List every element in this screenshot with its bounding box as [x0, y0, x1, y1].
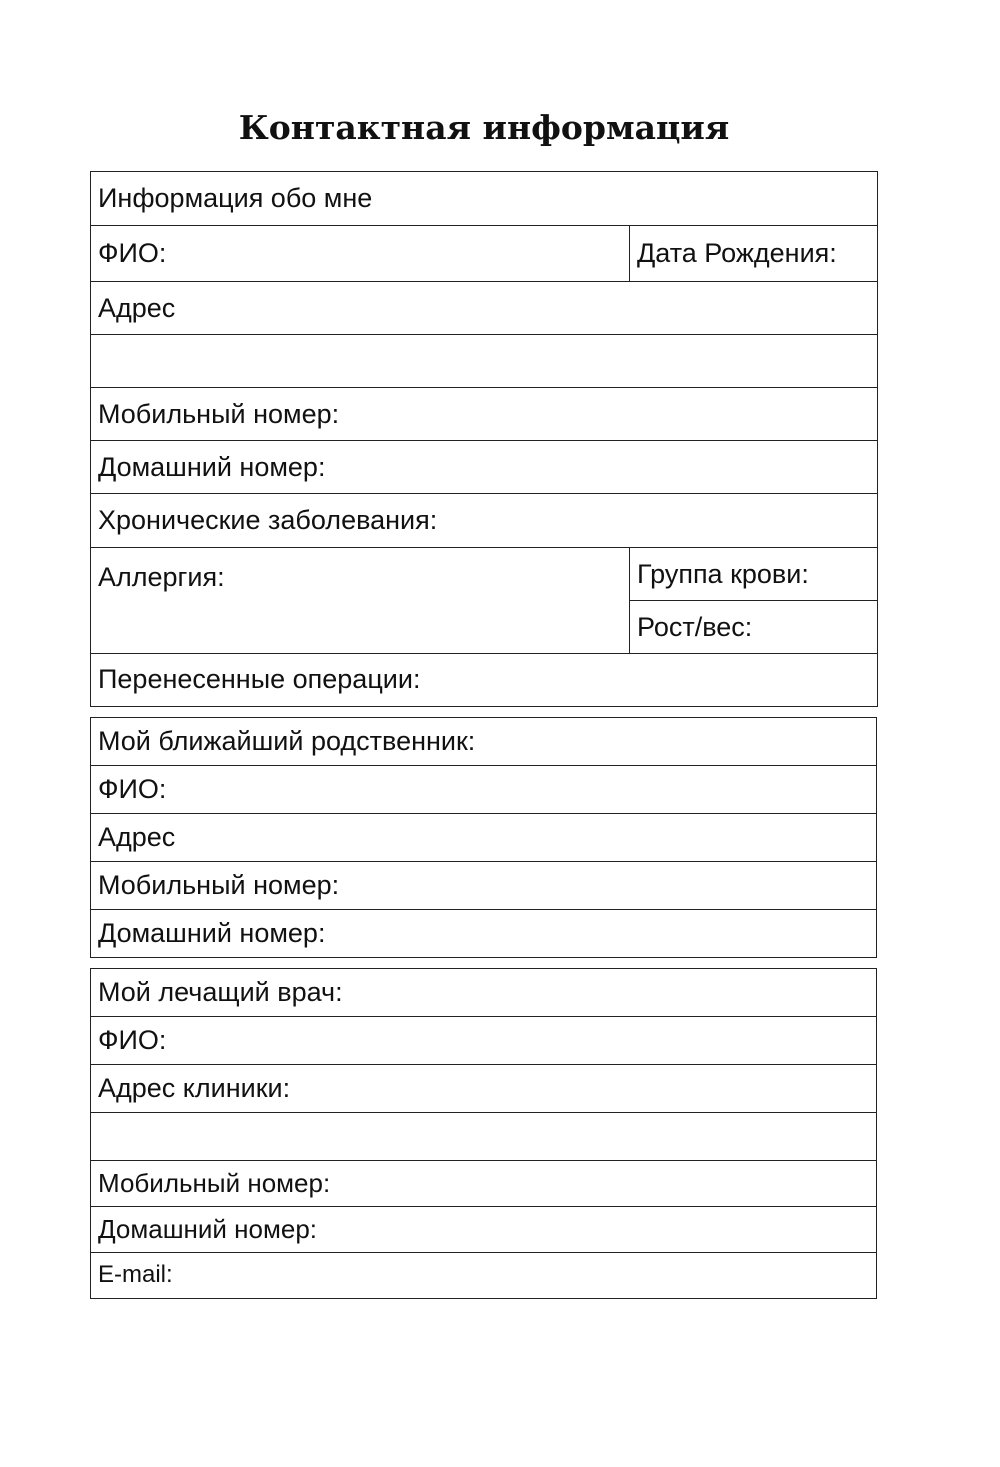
relative-mobile-row [91, 862, 876, 910]
allergy-field[interactable]: Аллергия: [98, 562, 225, 592]
doctor-home-field[interactable]: Домашний номер: [98, 1214, 318, 1244]
fio-field[interactable]: ФИО: [98, 238, 167, 268]
doctor-section [90, 968, 877, 1299]
doctor-header-row [91, 969, 876, 1017]
fio-row [91, 226, 877, 282]
relative-fio-field[interactable]: ФИО: [98, 774, 167, 804]
chronic-row [91, 494, 877, 548]
home-phone-row [91, 441, 877, 494]
relative-home-row [91, 910, 876, 956]
clinic-address-row [91, 1065, 876, 1113]
address-field[interactable]: Адрес [98, 292, 176, 323]
doctor-email-row [91, 1253, 876, 1297]
height-weight-field[interactable]: Рост/вес: [637, 611, 753, 642]
relative-section [90, 717, 877, 958]
doctor-mobile-row [91, 1161, 876, 1207]
mobile-field[interactable]: Мобильный номер: [98, 398, 340, 429]
relative-mobile-field[interactable]: Мобильный номер: [98, 870, 340, 900]
about-me-header: Информация обо мне [98, 183, 373, 213]
allergy-row [91, 548, 877, 654]
about-me-header-row [91, 172, 877, 226]
address-row [91, 282, 877, 335]
doctor-mobile-field[interactable]: Мобильный номер: [98, 1168, 331, 1198]
operations-field[interactable]: Перенесенные операции: [98, 664, 421, 694]
relative-address-field[interactable]: Адрес [98, 822, 176, 852]
relative-fio-row [91, 766, 876, 814]
relative-header-row [91, 718, 876, 766]
relative-address-row [91, 814, 876, 862]
home-phone-field[interactable]: Домашний номер: [98, 451, 326, 482]
relative-header: Мой ближайший родственник: [98, 726, 476, 756]
blood-group-field[interactable]: Группа крови: [637, 559, 809, 589]
about-me-section [90, 171, 878, 707]
doctor-header: Мой лечащий врач: [98, 977, 343, 1007]
doctor-email-field[interactable]: E-mail: [98, 1261, 173, 1288]
clinic-address-field[interactable]: Адрес клиники: [98, 1073, 291, 1103]
page-title: Контактная информация [238, 108, 730, 147]
doctor-home-row [91, 1207, 876, 1253]
mobile-row [91, 388, 877, 441]
birth-date-field[interactable]: Дата Рождения: [637, 238, 837, 268]
doctor-fio-field[interactable]: ФИО: [98, 1025, 167, 1055]
address-line2-field[interactable] [91, 335, 877, 387]
clinic-address-line2-row [91, 1113, 876, 1161]
relative-home-field[interactable]: Домашний номер: [98, 917, 326, 948]
doctor-fio-row [91, 1017, 876, 1065]
address-line2-row [91, 335, 877, 388]
chronic-diseases-field[interactable]: Хронические заболевания: [98, 505, 438, 535]
operations-row [91, 654, 877, 705]
clinic-address-line2-field[interactable] [91, 1113, 876, 1160]
